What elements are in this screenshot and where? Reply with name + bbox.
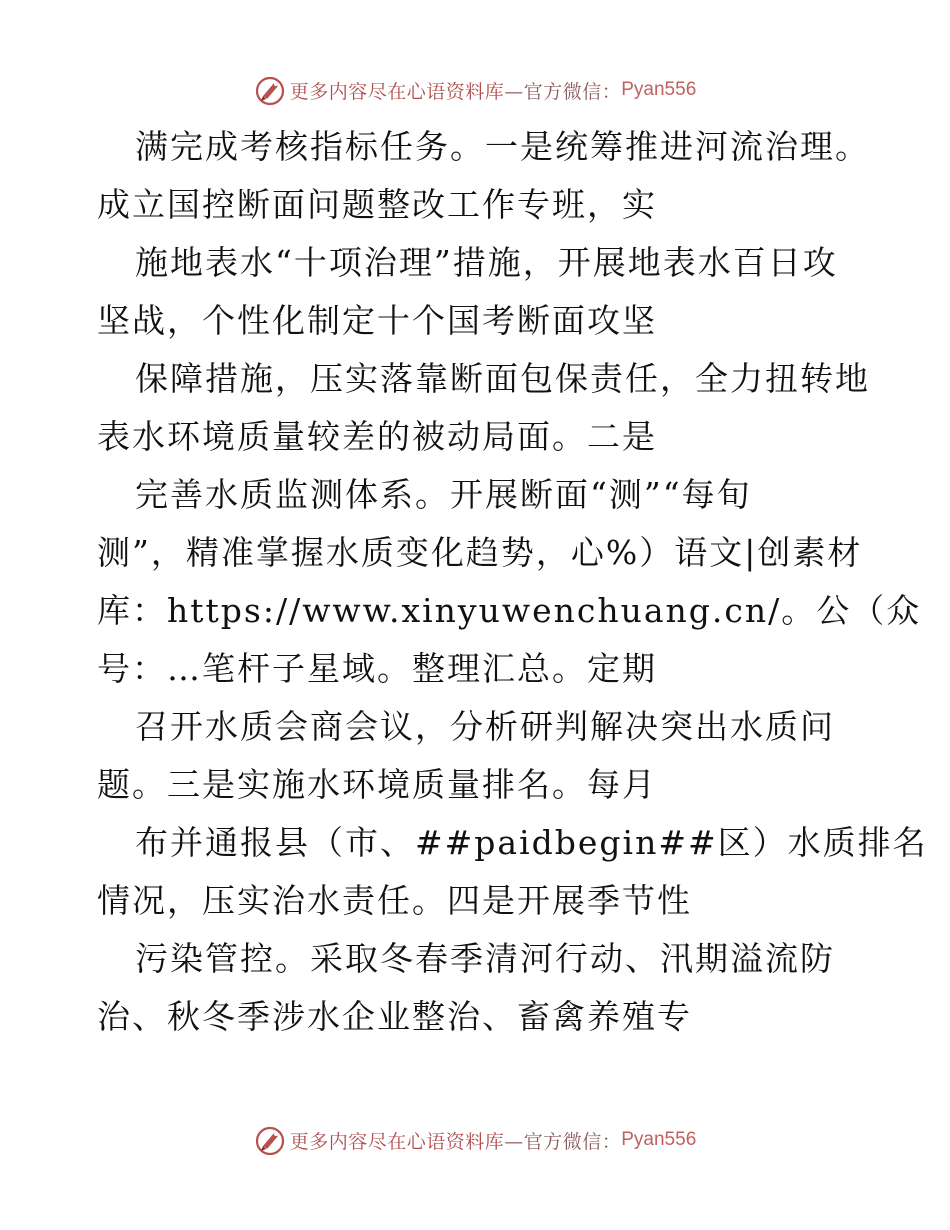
- body-line: 布并通报县（市、##paidbegin##区）水质排名: [135, 823, 928, 862]
- body-line: 治、秋冬季涉水企业整治、畜禽养殖专: [97, 997, 692, 1036]
- body-line: 库：https://www.xinyuwenchuang.cn/。公（众: [97, 591, 922, 630]
- body-line: 保障措施，压实落靠断面包保责任，全力扭转地: [135, 359, 870, 398]
- footer-banner-text: 更多内容尽在心语资料库—官方微信：: [289, 1130, 622, 1153]
- body-line: 号：…笔杆子星域。整理汇总。定期: [97, 649, 657, 688]
- header-banner: [0, 70, 950, 110]
- document-body: [97, 118, 928, 1046]
- body-line: 施地表水“十项治理”措施，开展地表水百日攻: [135, 243, 838, 282]
- body-line: 题。三是实施水环境质量排名。每月: [97, 765, 657, 804]
- body-line: 成立国控断面问题整改工作专班，实: [97, 185, 657, 224]
- body-line: 满完成考核指标任务。一是统筹推进河流治理。: [135, 127, 870, 166]
- header-wechat-id: Pyan556: [621, 79, 697, 100]
- body-line: 情况，压实治水责任。四是开展季节性: [97, 881, 692, 920]
- body-line: 坚战，个性化制定十个国考断面攻坚: [97, 301, 657, 340]
- body-line: 完善水质监测体系。开展断面“测”“每旬: [135, 475, 752, 514]
- body-line: 污染管控。采取冬春季清河行动、汛期溢流防: [135, 939, 835, 978]
- body-line: 测”，精准掌握水质变化趋势，心%）语文|创素材: [97, 533, 863, 572]
- body-line: 召开水质会商会议，分析研判解决突出水质问: [135, 707, 835, 746]
- header-banner-text: 更多内容尽在心语资料库—官方微信：: [289, 80, 622, 103]
- body-line: 表水环境质量较差的被动局面。二是: [97, 417, 657, 456]
- footer-wechat-id: Pyan556: [621, 1129, 697, 1150]
- footer-banner: [0, 1120, 950, 1160]
- pen-logo-icon: [254, 74, 286, 106]
- pen-logo-icon: [254, 1124, 286, 1156]
